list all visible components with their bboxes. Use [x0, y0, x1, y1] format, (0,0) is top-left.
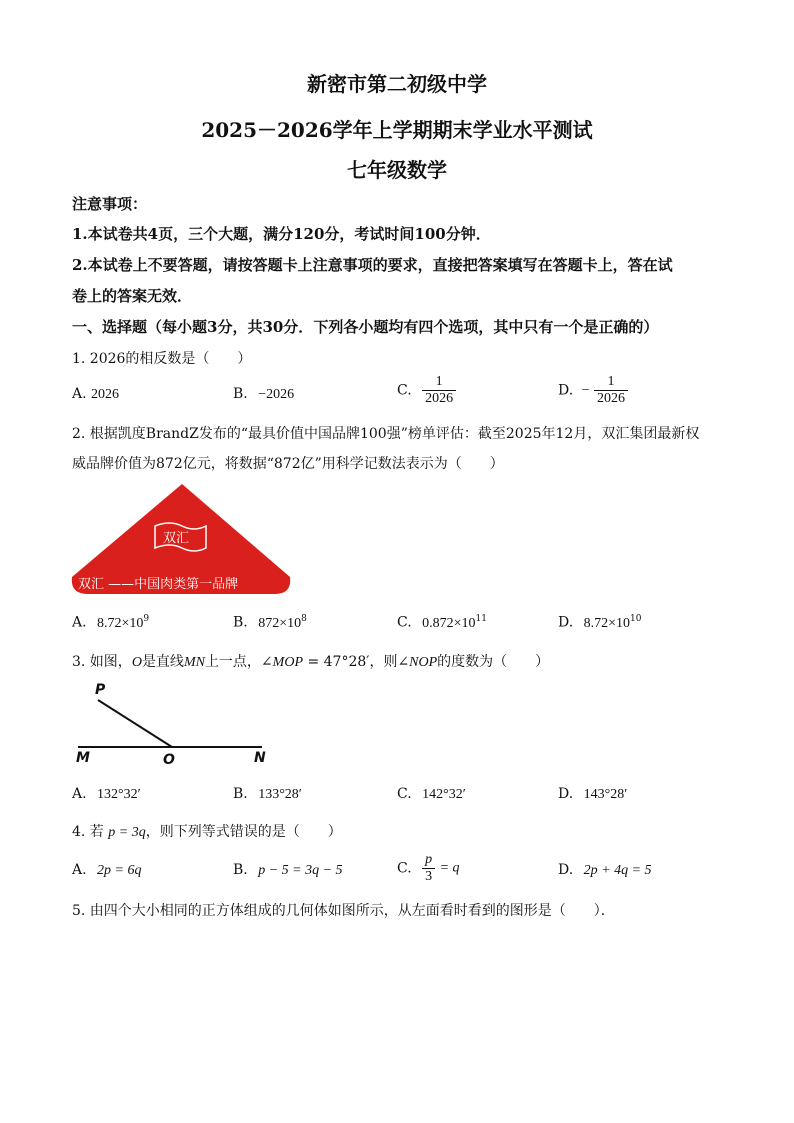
notice-heading: 注意事项：: [72, 195, 148, 213]
label-n: N: [254, 750, 266, 766]
option-base: 872×10: [258, 615, 302, 631]
q3-option-b: [233, 786, 302, 803]
school-title: 新密市第二初级中学: [307, 72, 487, 96]
option-label: A.: [72, 386, 87, 402]
q4-option-a: [72, 862, 141, 879]
option-label: D.: [558, 786, 574, 802]
notice-item-2-line-1: 2.本试卷上不要答题，请按答题卡上注意事项的要求，直接把答案填写在答题卡上，答在试: [72, 256, 673, 274]
q2-option-d: [558, 614, 642, 632]
option-exponent: 9: [143, 614, 150, 624]
subject-title: 七年级数学: [347, 158, 447, 182]
option-label: B.: [233, 386, 248, 402]
q2-option-c: [397, 614, 487, 632]
option-label: A.: [72, 786, 87, 802]
numerator: 1: [594, 374, 628, 391]
label-o: O: [163, 752, 175, 768]
option-label: B.: [233, 862, 248, 878]
logo-slogan: 双汇 ——中国肉类第一品牌: [78, 577, 239, 592]
question-1-stem: 1. 2026的相反数是（ ）: [72, 351, 252, 367]
q1-option-d: [558, 374, 628, 407]
logo-flag-text: 双汇: [163, 531, 190, 546]
option-text: = q: [439, 860, 460, 876]
line-mn: MN: [183, 655, 205, 670]
stem-text: 3. 如图，: [72, 654, 132, 670]
q1-option-a: [72, 386, 119, 403]
stem-text: 4. 若: [72, 824, 104, 840]
point-o: O: [131, 655, 142, 670]
option-text: 132°32′: [97, 787, 141, 802]
q3-option-d: [558, 786, 627, 803]
option-label: D.: [558, 862, 574, 878]
ray-op: [98, 700, 172, 747]
option-exponent: 11: [475, 614, 487, 624]
stem-text: = 47°28′，则∠: [303, 654, 410, 670]
option-label: C.: [397, 860, 412, 877]
exam-title: 2025－2026学年上学期期末学业水平测试: [201, 118, 593, 142]
option-text: 2026: [91, 387, 120, 402]
option-base: 8.72×10: [583, 615, 631, 631]
option-text: −2026: [258, 387, 295, 402]
option-label: C.: [397, 614, 412, 631]
question-2-stem-line-1: 2. 根据凯度BrandZ发布的“最具价值中国品牌100强”榜单评估：截至2025年12月，双汇集团最新权: [72, 426, 700, 442]
label-p: P: [95, 682, 106, 698]
question-3-stem: [72, 651, 549, 671]
angle-mop: MOP: [272, 655, 303, 670]
stem-text: 上一点，∠: [204, 654, 273, 670]
option-base: 0.872×10: [422, 615, 476, 631]
q4-option-c: [397, 852, 460, 885]
notice-item-2-line-2: 卷上的答案无效．: [72, 287, 193, 305]
stem-text: 的度数为（ ）: [437, 654, 550, 670]
notice-item-1: 1.本试卷共4页，三个大题，满分120分，考试时间100分钟．: [72, 225, 491, 243]
question-2-stem-line-2: 威品牌价值为872亿元，将数据“872亿”用科学记数法表示为（ ）: [72, 456, 504, 472]
q3-option-a: [72, 786, 141, 803]
denominator: 2026: [597, 391, 625, 406]
angle-figure: [70, 680, 280, 772]
denominator: 2026: [425, 391, 454, 406]
q4-option-b: [233, 862, 343, 879]
stem-text: ，则下列等式错误的是（ ）: [145, 824, 342, 840]
q1-option-b: [233, 386, 294, 403]
option-text: 142°32′: [422, 787, 466, 802]
option-text: p − 5 = 3q − 5: [258, 863, 343, 878]
fraction: [594, 374, 628, 407]
question-4-stem: [72, 821, 342, 841]
option-label: A.: [72, 614, 87, 631]
angle-nop: NOP: [409, 655, 438, 670]
option-label: B.: [233, 614, 248, 631]
option-text: 2p + 4q = 5: [583, 863, 652, 878]
stem-text: 是直线: [141, 654, 184, 670]
q2-option-a: [72, 614, 149, 632]
option-label: C.: [397, 382, 412, 399]
question-5-stem: 5. 由四个大小相同的正方体组成的几何体如图所示，从左面看时看到的图形是（ ）．: [72, 903, 615, 919]
option-text: 143°28′: [583, 787, 628, 802]
q1-option-c: [397, 374, 456, 407]
numerator: p: [422, 852, 435, 869]
option-text: 133°28′: [258, 787, 302, 802]
numerator: 1: [422, 374, 456, 391]
label-m: M: [76, 750, 90, 766]
option-exponent: 8: [301, 614, 307, 624]
q3-option-c: [397, 786, 466, 803]
q2-option-b: [233, 614, 307, 632]
option-label: C.: [397, 786, 412, 802]
given-equation: p = 3q: [108, 825, 146, 840]
shuanghui-logo: [70, 482, 292, 597]
option-label: A.: [72, 862, 87, 878]
option-label: D.: [558, 614, 574, 631]
option-label: B.: [233, 786, 248, 802]
fraction: [422, 852, 435, 885]
section-heading: 一、选择题（每小题3分，共30分．下列各小题均有四个选项，其中只有一个是正确的）: [72, 318, 659, 336]
fraction: [422, 374, 456, 407]
denominator: 3: [425, 869, 433, 884]
q4-option-d: [558, 862, 652, 879]
option-text: 2p = 6q: [97, 863, 142, 878]
option-base: 8.72×10: [97, 615, 144, 631]
option-exponent: 10: [630, 614, 642, 624]
minus-sign: −: [581, 382, 590, 398]
option-label: D.: [558, 382, 574, 399]
